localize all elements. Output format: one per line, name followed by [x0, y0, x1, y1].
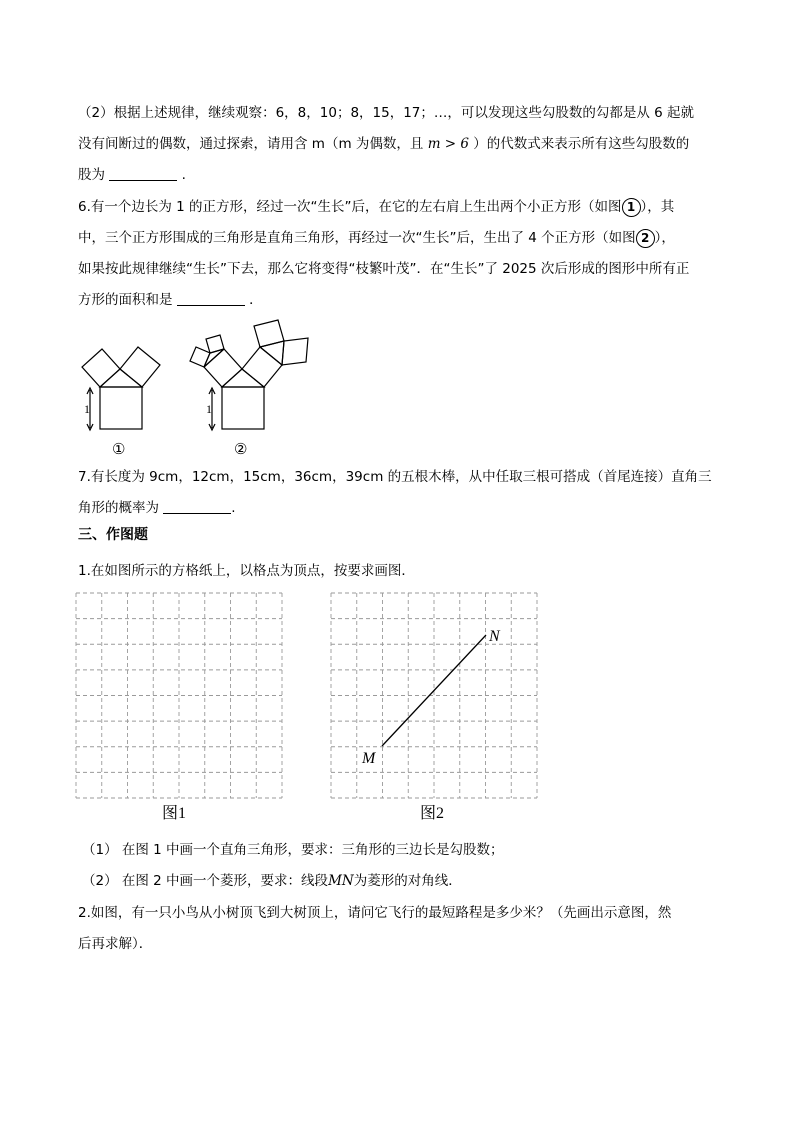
q6-circle-2: 2 — [636, 229, 655, 248]
fig1-base-square — [100, 387, 142, 429]
fig2-right-small-b — [282, 338, 308, 365]
d1-part2-text-b: 为菱形的对角线． — [353, 873, 462, 889]
section-title: 三、作图题 — [78, 527, 148, 543]
q5-text-a: 没有间断过的偶数，通过探索，请用含 m（m 为偶数，且 — [78, 136, 424, 152]
d2-line1: 2.如图，有一只小鸟从小树顶飞到大树顶上，请问它飞行的最短路程是多少米？（先画出示意图，然 — [78, 905, 672, 921]
q6-figures — [60, 312, 340, 462]
q6-text-4b: ． — [249, 292, 263, 308]
q6-text-4a: 方形的面积和是 — [78, 292, 173, 308]
q5-math-condition: m > 6 — [427, 136, 469, 152]
q5-text-d: . — [181, 167, 186, 183]
q7-line2 — [78, 493, 724, 524]
q7-text-b: . — [231, 500, 236, 516]
d1-part1: （1） 在图 1 中画一个直角三角形，要求：三角形的三边长是勾股数； — [82, 842, 504, 858]
grid1-caption: 图1 — [162, 805, 187, 822]
q6-text-1a: 6.有一个边长为 1 的正方形，经过一次“生长”后，在它的左右肩上生出两个小正方形（如图 — [78, 199, 622, 215]
q6-answer-blank[interactable] — [177, 290, 245, 306]
q6-text-1b: ），其 — [640, 199, 675, 215]
q5-answer-blank[interactable] — [109, 165, 177, 181]
d1-intro: 1.在如图所示的方格纸上，以格点为顶点，按要求画图． — [78, 563, 415, 579]
point-n-label: N — [489, 628, 500, 645]
fig2-left-small-b — [206, 335, 224, 353]
grid-figures — [70, 588, 550, 828]
grid2-caption: 图2 — [420, 805, 445, 822]
fig1-triangle — [100, 369, 142, 387]
fig2-right-small-a — [254, 320, 284, 347]
fig2-right-square — [242, 347, 282, 387]
q5-text-c: 股为 — [78, 167, 105, 183]
q6-text-2b: ）， — [654, 230, 675, 246]
q6-circle-1: 1 — [622, 198, 641, 217]
q5-part2-line2 — [78, 129, 724, 160]
fig1-left-square — [82, 349, 120, 387]
q6-line1 — [78, 192, 724, 223]
q6-text-2a: 中，三个正方形围成的三角形是直角三角形，再经过一次“生长”后，生出了 4 个正方形（如图 — [78, 230, 636, 246]
d1-part2-text-a: （2） 在图 2 中画一个菱形，要求：线段 — [82, 873, 329, 889]
grid-2 — [331, 593, 537, 798]
q6-line2 — [78, 223, 724, 254]
fig2-base-square — [222, 387, 264, 429]
q5-part2-line3 — [78, 160, 724, 191]
d1-part2-mn: MN — [328, 873, 354, 889]
point-m-label: M — [362, 750, 376, 767]
fig1-side-label: 1 — [84, 402, 90, 416]
q7-answer-blank[interactable] — [163, 498, 231, 514]
q5-part2-line1: （2）根据上述规律，继续观察：6，8，10；8，15，17；…，可以发现这些勾股数的勾都是从 6 起就 — [78, 105, 695, 121]
fig2-triangle — [222, 369, 264, 387]
q7-text-a: 角形的概率为 — [78, 500, 159, 516]
grid-1 — [76, 593, 282, 798]
d2-line2: 后再求解）． — [78, 936, 153, 952]
fig1-right-square — [120, 347, 160, 387]
d1-part2 — [82, 866, 728, 897]
q7-line1: 7.有长度为 9cm，12cm，15cm，36cm，39cm 的五根木棒，从中任取三根可搭成（首尾连接）直角三 — [78, 469, 712, 485]
q6-line3: 如果按此规律继续“生长”下去，那么它将变得“枝繁叶茂”．在“生长”了 2025 次后形成的图形中所有正 — [78, 261, 690, 277]
q5-text-b: ）的代数式来表示所有这些勾股数的 — [473, 136, 690, 152]
fig2-label: ② — [234, 442, 248, 458]
fig2-side-label: 1 — [206, 402, 212, 416]
fig1-label: ① — [112, 442, 126, 458]
figure-1 — [82, 347, 160, 430]
